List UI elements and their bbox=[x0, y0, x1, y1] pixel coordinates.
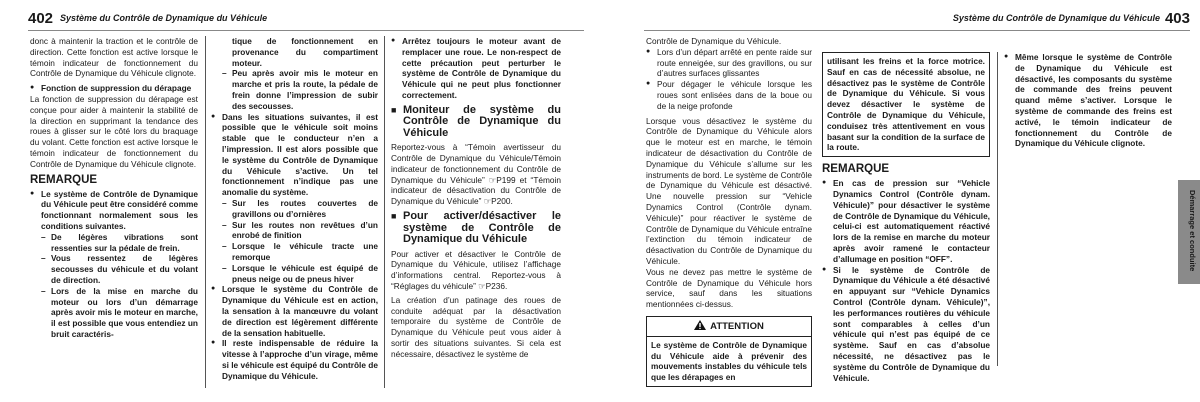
list-item bbox=[1004, 52, 1172, 149]
col1-para: La fonction de suppression du dérapage est conçue pour aider à maintenir la stabilité de la direction en supprimant la tendance des roues à glisser sur le côté lors du braquage du volant. Cette fonction est active lorsque le témoin indicateur de fonctionnement du Contrôle de Dynamique du Véhicule clignote. bbox=[30, 93, 198, 169]
bullet-marker-icon: ● bbox=[391, 37, 396, 44]
list-item: – Lorsque le véhicule est équipé de pneus neige ou de pneus hiver bbox=[222, 262, 378, 284]
list-item-text: Si le système de Contrôle de Dynamique du Véhicule a été désactivé en appuyant sur “Vehicle Dynamics Control (Contrôle dynam. Véhicule)”, les performances routières du véhicule sont comparables à celles d’un véhicule qui n’est pas équipé de ce système. Sauf en cas d’absolue nécessité, ne désactivez pas le système du Contrôle de Dynamique du Véhicule. bbox=[833, 264, 990, 383]
column-divider bbox=[205, 36, 206, 388]
list-item bbox=[822, 265, 990, 384]
section-heading-activate bbox=[391, 211, 561, 246]
list-item bbox=[646, 79, 812, 111]
right-page-header bbox=[953, 10, 1190, 28]
col1-remarque-heading: REMARQUE bbox=[30, 173, 98, 186]
col2-bullet-2-text: Lorsque le système du Contrôle de Dynamique du Véhicule est en action, la sensation à la manœuvre du volant de direction est légèrement différente de la sensation habituelle. bbox=[222, 284, 378, 338]
attention-box bbox=[646, 316, 812, 387]
column-divider bbox=[997, 52, 998, 366]
col3-sec2-p2: La création d’un patinage des roues de conduite adéquat par la désactivation temporaire du système de Contrôle de Dynamique du Véhicule peut vous aider à sortir des situations suivantes. Si cela est nécessaire, désactivez le système de bbox=[391, 294, 561, 359]
square-bullet-icon: ■ bbox=[391, 211, 397, 222]
column-4 bbox=[646, 36, 812, 387]
bullet-marker-icon: ● bbox=[211, 112, 216, 120]
list-item-text: Sur les routes non revêtues d’un enrobé de finition bbox=[232, 219, 378, 241]
col3-sec2-p1: Pour activer et désactiver le Contrôle de Dynamique du Véhicule, utilisez l’affichage d’informations central. Reportez-vous à “Réglages du véhicule” ☞P236. bbox=[391, 248, 561, 291]
section-heading-monitor bbox=[391, 105, 561, 140]
col3-sec1-body: Reportez-vous à “Témoin avertisseur du Contrôle de Dynamique du Véhicule/Témoin indicateur de fonctionnement du Contrôle de Dynamique du Véhicule” ☞P199 et “Témoin indicateur de désactivation du Contrôle de Dynamique du Véhicule” ☞P200. bbox=[391, 142, 561, 207]
bullet-marker-icon: ● bbox=[30, 84, 35, 92]
col1-rem-bullet-text: Le système de Contrôle de Dynamique du Véhicule peut être considéré comme fonctionnant normalement sous les conditions suivantes. bbox=[41, 188, 198, 231]
list-item-text: Lors de la mise en marche du moteur ou lors d’un démarrage après avoir mis le moteur en marche, il est possible que vous entendiez un bruit caractéris- bbox=[51, 285, 198, 339]
left-page-header bbox=[28, 10, 267, 28]
column-5 bbox=[822, 52, 990, 383]
column-divider bbox=[384, 36, 385, 388]
column-1 bbox=[30, 36, 198, 340]
warning-triangle-icon bbox=[694, 320, 706, 330]
col4-cont: Contrôle de Dynamique du Véhicule. bbox=[646, 36, 782, 46]
chapter-tab-text: Démarrage et conduite bbox=[1188, 190, 1197, 272]
section-title: Pour activer/désactiver le système de Contrôle de Dynamique du Véhicule bbox=[403, 210, 561, 246]
col1-bullet-title: Fonction de suppression du dérapage bbox=[41, 83, 192, 94]
right-header-rule bbox=[644, 30, 1190, 31]
bullet-marker-icon: ● bbox=[211, 285, 216, 293]
bullet-marker-icon: ● bbox=[822, 265, 827, 273]
col1-rem-bullet bbox=[30, 189, 198, 232]
list-item: – Sur les routes non revêtues d’un enrobé de finition bbox=[222, 219, 378, 241]
list-item: – Sur les routes couvertes de gravillons ou d’ornières bbox=[222, 197, 378, 219]
col3-bullet bbox=[391, 36, 561, 101]
list-item bbox=[822, 178, 990, 264]
list-item: – Lors de la mise en marche du moteur ou lors d’un démarrage après avoir mis le moteur en marche, il est possible que vous entendiez un bruit caractéris- bbox=[41, 285, 198, 339]
list-item-text: Peu après avoir mis le moteur en marche et pris la route, la pédale de frein donne l’impression de subir des secousses. bbox=[232, 68, 378, 111]
left-page-number: 402 bbox=[28, 10, 54, 27]
bullet-marker-icon: ● bbox=[822, 179, 827, 187]
col2-bullet-3 bbox=[211, 338, 378, 381]
list-item: – Lorsque le véhicule tracte une remorque bbox=[222, 241, 378, 262]
column-3 bbox=[391, 36, 561, 360]
bullet-marker-icon: ● bbox=[30, 189, 35, 197]
left-header-rule bbox=[28, 30, 584, 31]
list-item-text: Sur les routes couvertes de gravillons ou d’ornières bbox=[232, 197, 378, 219]
col2-bullet-1 bbox=[211, 112, 378, 198]
square-bullet-icon: ■ bbox=[391, 104, 397, 115]
list-item: tique de fonctionnement en provenance du compartiment moteur. – Peu après avoir mis le moteur en marche et pris la route, la pédale de frein donne l’impression de subir des secousses. bbox=[222, 36, 378, 111]
chapter-tab-label bbox=[1187, 190, 1199, 390]
col2-bullet-3-text: Il reste indispensable de réduire la vitesse à l’approche d’un virage, même si le véhicule est équipé du Contrôle de Dynamique du Véhicule. bbox=[222, 338, 378, 381]
list-item-text: Lorsque le véhicule tracte une remorque bbox=[232, 241, 378, 262]
list-item-text: Lorsque le véhicule est équipé de pneus neige ou de pneus hiver bbox=[232, 262, 378, 284]
list-item bbox=[646, 47, 812, 79]
list-item-text: tique de fonctionnement en provenance du compartiment moteur. bbox=[232, 36, 378, 68]
left-running-title: Système du Contrôle de Dynamique du Véhicule bbox=[60, 13, 268, 23]
list-item-text: Pour dégager le véhicule lorsque les roues sont enlisées dans de la boue ou de la neige profonde bbox=[657, 79, 812, 111]
attention-box-continued: utilisant les freins et la force motrice. Sauf en cas de nécessité absolue, ne désactivez pas le système de Contrôle de Dynamique du Véhicule. Si vous devez désactiver le système de Contrôle de Dynamique du Véhicule, conduisez très attentivement en vous basant sur la condition de la surface de la route. bbox=[822, 52, 990, 157]
col1-bullet bbox=[30, 83, 198, 94]
attention-header bbox=[647, 317, 811, 337]
right-running-title: Système du Contrôle de Dynamique du Véhicule bbox=[952, 13, 1160, 23]
col1-dash-list bbox=[30, 232, 198, 340]
column-2 bbox=[211, 36, 378, 382]
col1-intro: donc à maintenir la traction et le contrôle de direction. Cette fonction est active lorsque le témoin indicateur de fonctionnement du Contrôle de Dynamique du Véhicule clignote. bbox=[30, 36, 198, 79]
list-item-text: De légères vibrations sont ressenties sur la pédale de frein. bbox=[51, 231, 198, 253]
list-item-text: Vous ressentez de légères secousses du véhicule et du volant de direction. bbox=[51, 253, 198, 285]
list-item: – Vous ressentez de légères secousses du véhicule et du volant de direction. bbox=[41, 253, 198, 285]
col2-dash-list bbox=[211, 198, 378, 284]
bullet-marker-icon: ● bbox=[211, 339, 216, 347]
bullet-marker-icon: ● bbox=[1004, 53, 1009, 60]
right-page-number: 403 bbox=[1164, 10, 1190, 27]
bullet-marker-icon: ● bbox=[646, 80, 651, 88]
col5-remarque-heading: REMARQUE bbox=[822, 163, 890, 176]
list-item-text: En cas de pression sur “Vehicle Dynamics Control (Contrôle dynam. Véhicule)” pour désactiver le système de Contrôle de Dynamique du Véhicule, celui-ci est automatiquement réactivé lors de la remise en marche du moteur après avoir ramené le contacteur d’allumage en position “OFF”. bbox=[833, 178, 990, 264]
bullet-marker-icon: ● bbox=[646, 47, 651, 55]
attention-body: Le système de Contrôle de Dynamique du Véhicule aide à prévenir des mouvements instables du véhicule tels que les dérapages en bbox=[651, 339, 807, 383]
col2-bullet-2 bbox=[211, 284, 378, 338]
attention-title: ATTENTION bbox=[710, 320, 764, 332]
list-item: – De légères vibrations sont ressenties sur la pédale de frein. bbox=[41, 231, 198, 253]
list-item-text: Même lorsque le système de Contrôle de Dynamique du Véhicule est désactivé, les composants du système de commande des freins peuvent quand même s’activer. Lorsque le système de commande des freins est activé, le témoin indicateur de fonctionnement du Contrôle de Dynamique du Véhicule clignote. bbox=[1015, 52, 1172, 149]
list-item-text: Lors d’un départ arrêté en pente raide sur route enneigée, sur des gravillons, ou sur d’autres surfaces glissantes bbox=[657, 46, 812, 79]
page-gutter bbox=[592, 0, 606, 402]
col3-bullet-text: Arrêtez toujours le moteur avant de remplacer une roue. Le non-respect de cette précaution peut perturber le système de Contrôle de Dynamique du Véhicule qui ne peut plus fonctionner correctement. bbox=[402, 36, 561, 100]
col2-bullet-1-text: Dans les situations suivantes, il est possible que le véhicule soit moins stable que le conducteur n’en a l’impression. Il est alors possible que le système du Contrôle de Dynamique du Véhicule s’active. Un tel fonctionnement n’indique pas une anomalie du système. bbox=[222, 111, 378, 198]
column-6 bbox=[1004, 52, 1172, 149]
col4-p1: Lorsque vous désactivez le système du Contrôle de Dynamique du Véhicule alors que le moteur est en marche, le témoin indicateur de désactivation du Contrôle de Dynamique du Véhicule s’allume sur les instruments de bord. Le système de Contrôle de Dynamique du Véhicule est désactivé. Une nouvelle pression sur “Vehicle Dynamics Control (Contrôle dynam. Véhicule)” pour réactiver le système de Contrôle de Dynamique du Véhicule entraîne l’extinction du témoin indicateur de désactivation du Contrôle de Dynamique du Véhicule. bbox=[646, 115, 812, 266]
section-title: Moniteur de système du Contrôle de Dynamique du Véhicule bbox=[403, 103, 561, 139]
col4-p2: Vous ne devez pas mettre le système de Contrôle de Dynamique du Véhicule hors service, sauf dans les situations mentionnées ci-dessus. bbox=[646, 266, 812, 310]
